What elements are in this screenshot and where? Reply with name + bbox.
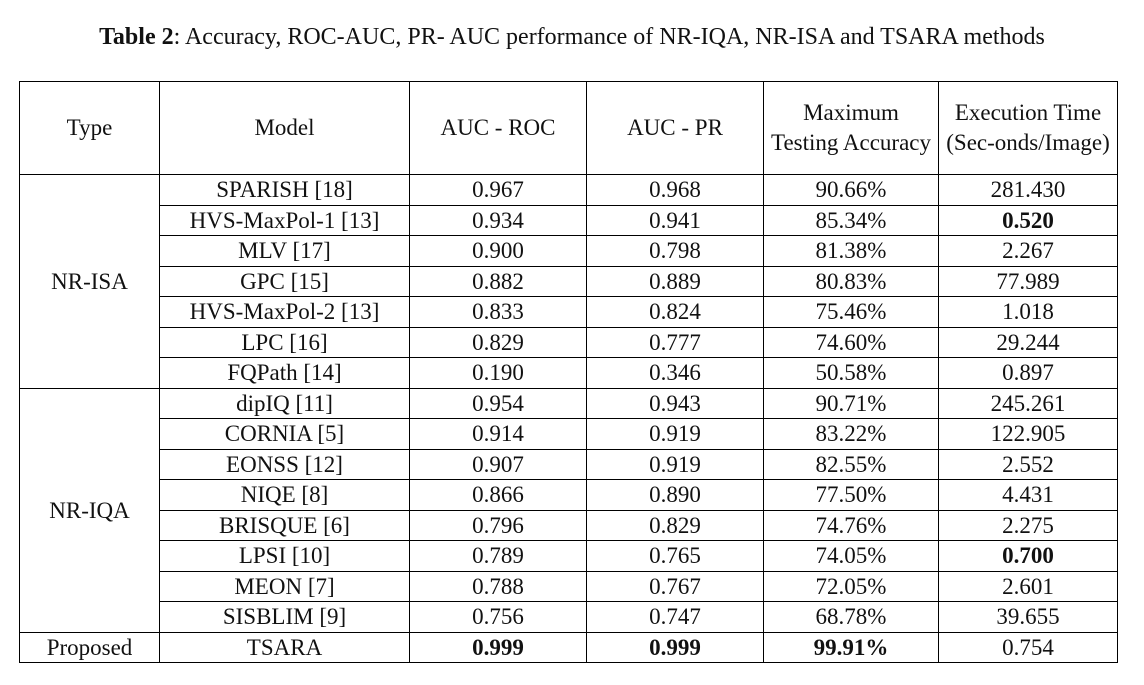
accuracy-cell: 83.22% xyxy=(764,419,939,450)
accuracy-cell: 74.60% xyxy=(764,327,939,358)
auc-pr-cell: 0.919 xyxy=(587,449,764,480)
auc-pr-cell: 0.919 xyxy=(587,419,764,450)
accuracy-cell: 74.76% xyxy=(764,510,939,541)
accuracy-cell: 90.71% xyxy=(764,388,939,419)
time-cell: 122.905 xyxy=(939,419,1118,450)
auc-pr-cell: 0.777 xyxy=(587,327,764,358)
header-max-accuracy xyxy=(764,82,939,175)
auc-pr-cell: 0.767 xyxy=(587,571,764,602)
auc-roc-cell: 0.914 xyxy=(410,419,587,450)
accuracy-cell: 81.38% xyxy=(764,236,939,267)
table-row xyxy=(20,571,1118,602)
auc-pr-cell: 0.943 xyxy=(587,388,764,419)
auc-pr-cell: 0.765 xyxy=(587,541,764,572)
auc-roc-cell: 0.833 xyxy=(410,297,587,328)
time-cell: 1.018 xyxy=(939,297,1118,328)
auc-roc-cell: 0.866 xyxy=(410,480,587,511)
time-cell: 77.989 xyxy=(939,266,1118,297)
accuracy-cell: 68.78% xyxy=(764,602,939,633)
time-cell: 281.430 xyxy=(939,175,1118,206)
table-row xyxy=(20,236,1118,267)
header-type: Type xyxy=(20,82,160,175)
time-cell: 0.897 xyxy=(939,358,1118,389)
auc-pr-cell-best: 0.999 xyxy=(587,632,764,663)
time-cell: 0.754 xyxy=(939,632,1118,663)
model-cell: EONSS [12] xyxy=(160,449,410,480)
auc-roc-cell: 0.954 xyxy=(410,388,587,419)
auc-roc-cell: 0.882 xyxy=(410,266,587,297)
model-cell: FQPath [14] xyxy=(160,358,410,389)
auc-roc-cell: 0.796 xyxy=(410,510,587,541)
time-cell: 2.267 xyxy=(939,236,1118,267)
auc-pr-cell: 0.747 xyxy=(587,602,764,633)
time-cell: 29.244 xyxy=(939,327,1118,358)
time-cell-best: 0.700 xyxy=(939,541,1118,572)
auc-roc-cell-best: 0.999 xyxy=(410,632,587,663)
auc-roc-cell: 0.967 xyxy=(410,175,587,206)
accuracy-cell: 85.34% xyxy=(764,205,939,236)
accuracy-cell: 75.46% xyxy=(764,297,939,328)
group-type-cell: NR-IQA xyxy=(20,388,160,632)
header-auc-pr: AUC - PR xyxy=(587,82,764,175)
auc-pr-cell: 0.889 xyxy=(587,266,764,297)
auc-roc-cell: 0.900 xyxy=(410,236,587,267)
header-auc-roc: AUC - ROC xyxy=(410,82,587,175)
accuracy-cell: 80.83% xyxy=(764,266,939,297)
time-cell: 2.552 xyxy=(939,449,1118,480)
table-row xyxy=(20,449,1118,480)
table-row xyxy=(20,297,1118,328)
model-cell: dipIQ [11] xyxy=(160,388,410,419)
group-type-cell: NR-ISA xyxy=(20,175,160,389)
time-cell: 39.655 xyxy=(939,602,1118,633)
caption-text: : Accuracy, ROC-AUC, PR- AUC performance of NR-IQA, NR-ISA and TSARA methods xyxy=(173,24,1045,50)
accuracy-cell-best: 99.91% xyxy=(764,632,939,663)
table-row xyxy=(20,480,1118,511)
accuracy-cell: 72.05% xyxy=(764,571,939,602)
model-cell: HVS-MaxPol-1 [13] xyxy=(160,205,410,236)
model-cell: SISBLIM [9] xyxy=(160,602,410,633)
auc-roc-cell: 0.190 xyxy=(410,358,587,389)
model-cell: LPC [16] xyxy=(160,327,410,358)
table-row xyxy=(20,602,1118,633)
table-row xyxy=(20,358,1118,389)
model-cell: BRISQUE [6] xyxy=(160,510,410,541)
model-cell: NIQE [8] xyxy=(160,480,410,511)
time-cell: 4.431 xyxy=(939,480,1118,511)
auc-roc-cell: 0.756 xyxy=(410,602,587,633)
auc-pr-cell: 0.824 xyxy=(587,297,764,328)
group-type-cell: Proposed xyxy=(20,632,160,663)
model-cell: HVS-MaxPol-2 [13] xyxy=(160,297,410,328)
auc-roc-cell: 0.829 xyxy=(410,327,587,358)
table-row xyxy=(20,510,1118,541)
auc-roc-cell: 0.934 xyxy=(410,205,587,236)
table-caption xyxy=(0,24,1144,51)
auc-pr-cell: 0.941 xyxy=(587,205,764,236)
table-row xyxy=(20,205,1118,236)
time-cell: 245.261 xyxy=(939,388,1118,419)
header-execution-time xyxy=(939,82,1118,175)
auc-pr-cell: 0.829 xyxy=(587,510,764,541)
time-cell-best: 0.520 xyxy=(939,205,1118,236)
time-cell: 2.601 xyxy=(939,571,1118,602)
table-row xyxy=(20,175,1118,206)
model-cell: CORNIA [5] xyxy=(160,419,410,450)
table-row xyxy=(20,266,1118,297)
accuracy-cell: 82.55% xyxy=(764,449,939,480)
model-cell: MEON [7] xyxy=(160,571,410,602)
caption-label: Table 2 xyxy=(99,24,174,50)
model-cell: LPSI [10] xyxy=(160,541,410,572)
auc-pr-cell: 0.346 xyxy=(587,358,764,389)
auc-pr-cell: 0.798 xyxy=(587,236,764,267)
model-cell: TSARA xyxy=(160,632,410,663)
accuracy-cell: 50.58% xyxy=(764,358,939,389)
time-cell: 2.275 xyxy=(939,510,1118,541)
accuracy-cell: 77.50% xyxy=(764,480,939,511)
table-body xyxy=(20,175,1118,663)
model-cell: SPARISH [18] xyxy=(160,175,410,206)
auc-roc-cell: 0.789 xyxy=(410,541,587,572)
auc-roc-cell: 0.907 xyxy=(410,449,587,480)
header-row xyxy=(20,82,1118,175)
header-max-accuracy-label: Maximum Testing Accuracy xyxy=(771,100,931,155)
table-row xyxy=(20,388,1118,419)
model-cell: MLV [17] xyxy=(160,236,410,267)
accuracy-cell: 74.05% xyxy=(764,541,939,572)
table-row xyxy=(20,419,1118,450)
auc-pr-cell: 0.968 xyxy=(587,175,764,206)
header-model: Model xyxy=(160,82,410,175)
accuracy-cell: 90.66% xyxy=(764,175,939,206)
auc-pr-cell: 0.890 xyxy=(587,480,764,511)
model-cell: GPC [15] xyxy=(160,266,410,297)
results-table xyxy=(19,81,1118,663)
header-execution-time-label: Execution Time (Sec-onds/Image) xyxy=(946,100,1110,155)
table-row-proposed xyxy=(20,632,1118,663)
table-row xyxy=(20,327,1118,358)
auc-roc-cell: 0.788 xyxy=(410,571,587,602)
table-row xyxy=(20,541,1118,572)
